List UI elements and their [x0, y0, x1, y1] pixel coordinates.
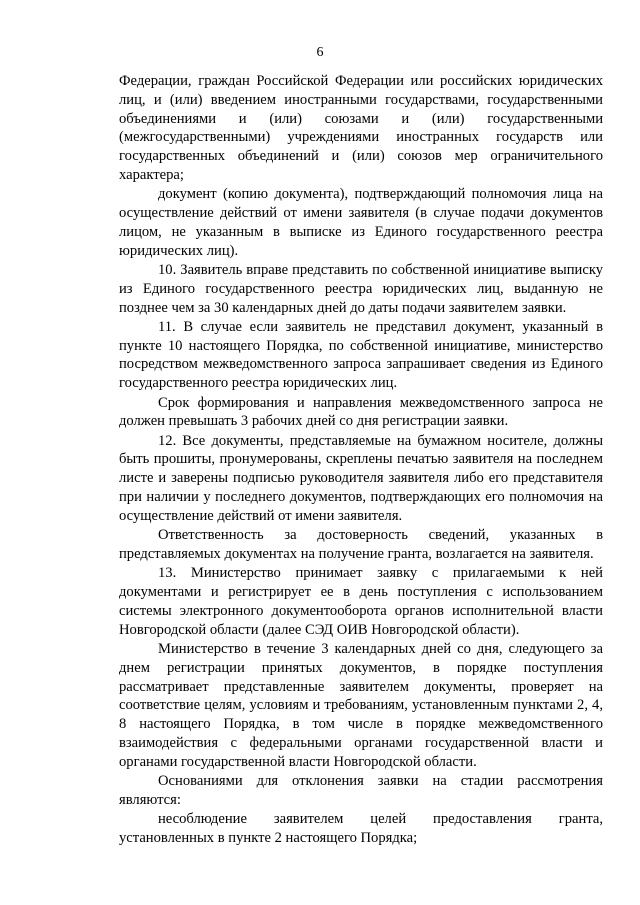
- paragraph-authority-document: документ (копию документа), подтверждающий полномочия лица на осуществление действий от имени заявителя (в случае подачи документов лицом, не указанным в выписке из Единого государственного реестра юридических лиц).: [119, 186, 603, 259]
- paragraph-clause-12: 12. Все документы, представляемые на бумажном носителе, должны быть прошиты, пронумерованы, скреплены печатью заявителя на последнем листе и заверены подписью руководителя заявителя либо его представителя при наличии у последнего документов, подтверждающих его полномочия на осуществление действий от имени заявителя.: [119, 432, 603, 524]
- paragraph-review-procedure: Министерство в течение 3 календарных дней со дня, следующего за днем регистрации принятых документов, в порядке поступления рассматривает представленные заявителем документы, проверяет на соответствие целям, условиям и требованиям, установленным пунктами 2, 4, 8 настоящего Порядка, в том числе в порядке межведомственного взаимодействия с федеральными органами государственной власти и органами государственной власти Новгородской области.: [119, 640, 603, 770]
- paragraph-responsibility: Ответственность за достоверность сведений, указанных в представляемых документах на получение гранта, возлагается на заявителя.: [119, 527, 603, 562]
- paragraph-clause-11: 11. В случае если заявитель не представил документ, указанный в пункте 10 настоящего Порядка, по собственной инициативе, министерство посредством межведомственного запроса запрашивает сведения из Единого государственного реестра юридических лиц.: [119, 318, 603, 392]
- paragraph-clause-10: 10. Заявитель вправе представить по собственной инициативе выписку из Единого государственного реестра юридических лиц, выданную не позднее чем за 30 календарных дней до даты подачи заявителем заявки.: [119, 261, 603, 316]
- paragraph-sanctions-continuation: Федерации, граждан Российской Федерации или российских юридических лиц, и (или) введением иностранными государствами, государственными объединениями и (или) союзами и (или) государственными (межгосударственными) учреждениями иностранных государств или государственных объединений и (или) союзов мер ограничительного характера;: [119, 73, 603, 183]
- paragraph-clause-13: 13. Министерство принимает заявку с прилагаемыми к ней документами и регистрирует ее в день поступления с использованием системы электронного документооборота органов исполнительной власти Новгородской области (далее СЭД ОИВ Новгородской области).: [119, 565, 603, 638]
- paragraph-rejection-ground-1: несоблюдение заявителем целей предоставления гранта, установленных в пункте 2 настоящего Порядка;: [119, 811, 603, 846]
- paragraph-request-deadline: Срок формирования и направления межведомственного запроса не должен превышать 3 рабочих дней со дня регистрации заявки.: [119, 394, 603, 430]
- paragraph-rejection-grounds: Основаниями для отклонения заявки на стадии рассмотрения являются:: [119, 772, 603, 808]
- document-body: [119, 72, 603, 848]
- page-number: 6: [316, 45, 324, 60]
